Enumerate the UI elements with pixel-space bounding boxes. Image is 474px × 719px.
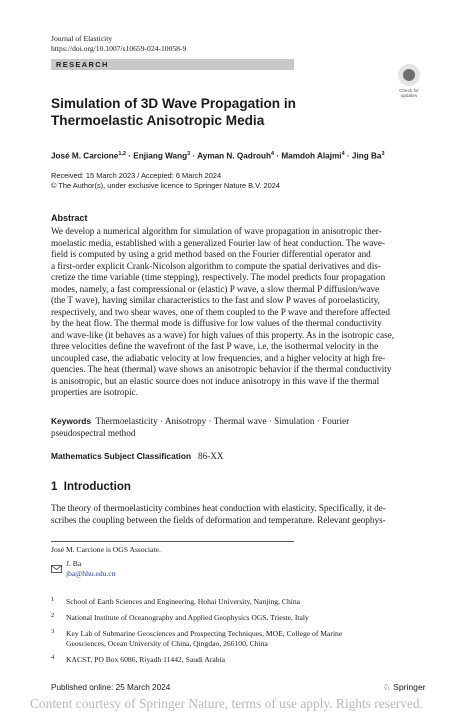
section-title: Introduction [63,481,131,493]
affiliation-line: Geosciences, Ocean University of China, Qingdao, 266100, China [66,639,268,648]
abstract-line: by the heat flow. The thermal mode is diffusive for low values of the thermal conductivity [51,318,382,328]
springer-horse-icon: ♘ [383,682,391,692]
affiliation-line: School of Earth Sciences and Engineering, Hohai University, Nanjing, China [66,597,301,606]
abstract-line: three velocities define the wavefront of the fast P wave, i.e, the isothermal velocity in the [51,341,379,351]
check-for-updates-badge[interactable] [394,64,424,104]
author-separator: · [344,151,352,161]
author-separator: · [126,151,134,161]
abstract-line: modes, namely, a fast compressional or (elastic) P wave, a slow thermal P diffusion/wave [51,283,380,294]
author-affiliation-marker: 1,2 [118,151,126,157]
author-separator: · [190,151,198,161]
abstract-body [51,226,426,399]
abstract-line: and wave-like (it behaves as a wave) for high values of this property. As in the isotropic case, [51,329,395,340]
introduction-body [51,503,426,526]
author-affiliation-marker: 3 [187,151,191,157]
abstract-line: is anisotropic, but an elastic source does not induce anisotropy in this wave if the thermal [51,375,380,386]
corresponding-name: J. Ba [66,559,82,568]
check-updates-line1: Check for [399,88,419,93]
abstract-line: a first-order explicit Crank-Nicolson algorithm to compute the spatial derivatives and dis- [51,260,381,271]
author-name[interactable]: José M. Carcione [51,151,119,161]
content-courtesy-watermark: Content courtesy of Springer Nature, terms of use apply. Rights reserved. [30,696,423,711]
corresponding-author [66,559,116,579]
affiliation-text [66,597,406,607]
envelope-icon [51,560,62,578]
affiliation-text [66,613,406,623]
article-dates [51,171,280,191]
msc-classification [51,451,224,463]
msc-value: 86-XX [197,451,224,461]
author-name[interactable]: Mamdoh Alajmi [281,151,342,161]
publisher-logo [383,682,426,692]
abstract-line: (the T wave), having similar characteristics to the fast and slow P waves of poroelasticity, [51,295,380,305]
abstract-line: cretize the time variable (time stepping), respectively. The model predicts four propagation [51,272,386,282]
journal-name: Journal of Elasticity [51,34,113,43]
article-type-label: RESEARCH [56,60,109,69]
abstract-line: We develop a numerical algorithm for simulation of wave propagation in anisotropic ther- [51,226,382,236]
msc-label: Mathematics Subject Classification [51,451,192,461]
affiliation-number: 1 [51,596,55,603]
affiliation-text [66,655,406,665]
published-online: Published online: 25 March 2024 [51,683,171,692]
affiliation-number: 3 [51,628,55,635]
journal-header [51,34,186,54]
author-separator: · [274,151,282,161]
abstract-heading: Abstract [51,213,88,223]
affiliation-text [66,629,406,649]
abstract-line: quencies. The heat (thermal) wave shows an anisotropic behavior if the thermal conductivity [51,364,392,374]
received-accepted-dates: Received: 15 March 2023 / Accepted: 6 March 2024 [51,171,222,180]
author-affiliation-marker: 3 [381,151,385,157]
keywords-line-2: pseudospectral method [51,427,136,438]
section-number: 1 [51,481,58,493]
affiliation-line: National Institute of Oceanography and Applied Geophysics OGS, Trieste, Italy [66,613,309,622]
author-name[interactable]: Jing Ba [351,151,382,161]
author-list [51,149,431,162]
author-name[interactable]: Ayman N. Qadrouh [197,151,272,161]
introduction-line: scribes the coupling between the fields of deformation and temperature. Relevant geophys- [51,514,386,525]
keywords-line-1: Thermoelasticity · Anisotropy · Thermal wave · Simulation · Fourier [95,416,350,426]
abstract-line: moelastic media, established with a generalized Fourier law of heat conduction. The wave- [51,237,386,248]
footnote-associate: José M. Carcione is OGS Associate. [51,545,161,554]
paper-title: Simulation of 3D Wave Propagation in Thermoelastic Anisotropic Media [51,96,296,128]
check-updates-line2: updates [400,93,418,98]
footnote-divider [51,541,294,542]
check-updates-icon [398,64,420,86]
author-name[interactable]: Enjiang Wang [133,151,188,161]
abstract-line: properties are isotropic. [51,387,138,397]
introduction-line: The theory of thermoelasticity combines heat conduction with elasticity. Specifically, it de- [51,503,386,513]
abstract-line: uncoupled case, the adiabatic velocity at low frequencies, and a higher velocity at high fre- [51,352,386,363]
affiliation-number: 4 [51,654,55,661]
abstract-line: field is computed by using a grid method based on the Fourier differential operator and [51,249,371,259]
abstract-line: respectively, and two shear waves, one of them coupled to the P wave and therefore affected [51,306,390,317]
author-affiliation-marker: 4 [341,151,345,157]
keywords-label: Keywords [51,416,92,426]
copyright-line: © The Author(s), under exclusive licence to Springer Nature B.V. 2024 [51,181,280,190]
publisher-name: Springer [393,682,426,692]
keywords [51,416,426,439]
corresponding-email[interactable]: jba@hhu.edu.cn [66,569,116,578]
affiliation-number: 2 [51,612,55,619]
author-affiliation-marker: 4 [271,151,275,157]
doi-link[interactable]: https://doi.org/10.1007/s10659-024-10058-9 [51,44,187,53]
affiliation-line: KACST, PO Box 6086, Riyadh 11442, Saudi Arabia [66,655,226,664]
section-heading-introduction [51,481,131,494]
affiliation-line: Key Lab of Submarine Geosciences and Prospecting Techniques, MOE, College of Marine [66,629,343,638]
